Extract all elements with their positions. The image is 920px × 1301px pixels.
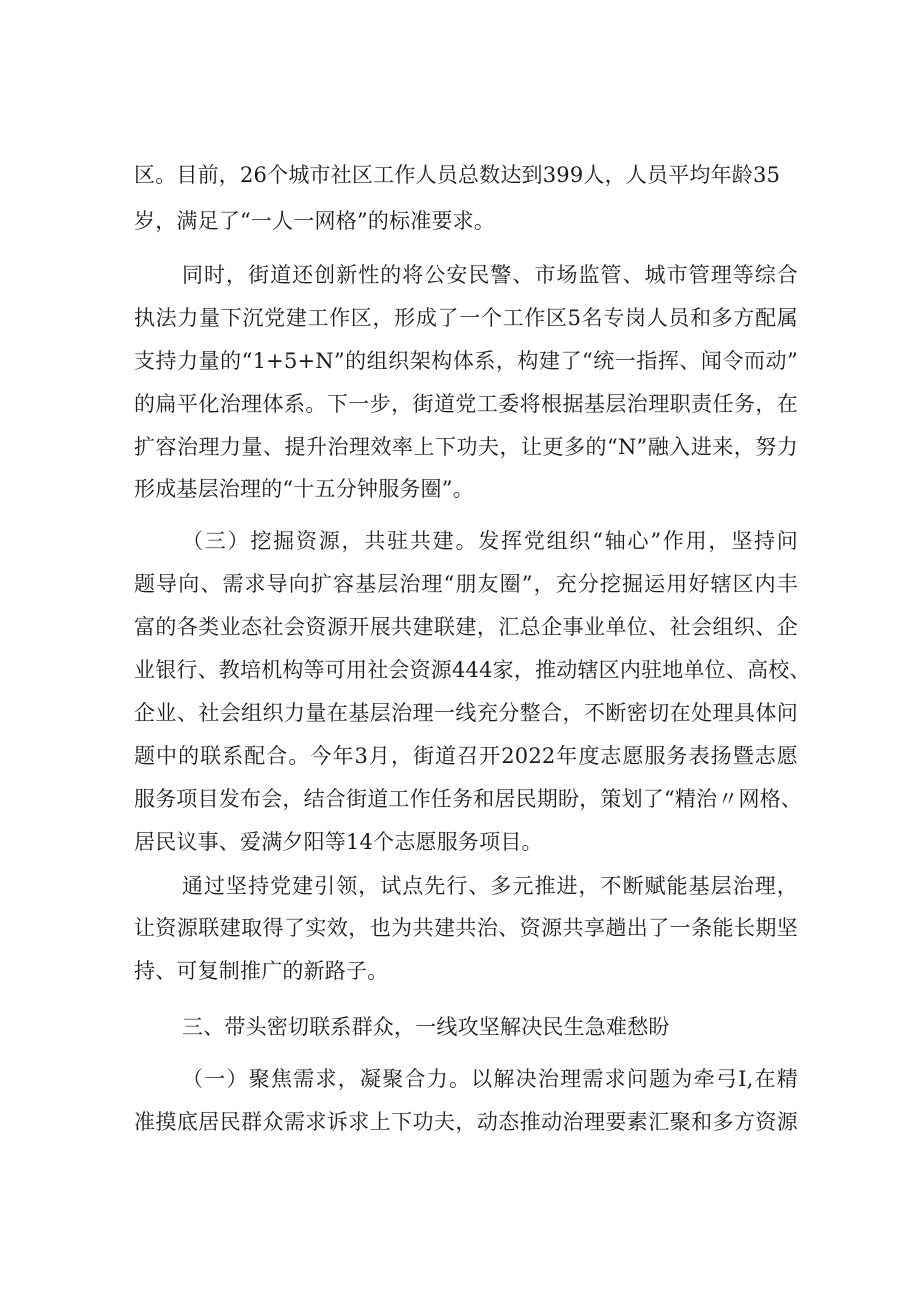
text-line: 题中的联系配合。今年3月，街道召开2022年度志愿服务表扬暨志愿	[134, 744, 798, 768]
paragraph-first-line: （三）挖掘资源，共驻共建。发挥党组织“轴心”作用，坚持问	[182, 529, 798, 553]
text-line: 企业、社会组织力量在基层治理一线充分整合，不断密切在处理具体问	[134, 701, 798, 725]
paragraph-first-line: （一）聚焦需求，凝聚合力。以解决治理需求问题为牵弓I,在精	[182, 1067, 798, 1091]
text-line: 服务项目发布会，结合街道工作任务和居民期盼，策划了“精治〃网格、	[134, 787, 803, 811]
section-heading: 三、带头密切联系群众，一线攻坚解决民生急难愁盼	[182, 1015, 670, 1039]
text-line: 持、可复制推广的新路子。	[134, 959, 389, 983]
paragraph-first-line: 通过坚持党建引领，试点先行、多元推进，不断赋能基层治理，	[182, 874, 798, 898]
text-line: 的扁平化治理体系。下一步，街道党工委将根据基层治理职责任务，在	[134, 392, 798, 416]
text-line: 支持力量的“1+5+N”的组织架构体系，构建了“统一指挥、闻令而动”	[134, 349, 798, 373]
text-line: 形成基层治理的“十五分钟服务圈”。	[134, 477, 474, 501]
paragraph-first-line: 同时，街道还创新性的将公安民警、市场监管、城市管理等综合	[182, 263, 798, 287]
text-line: 区。目前，26个城市社区工作人员总数达到399人，人员平均年龄35	[134, 163, 781, 187]
text-line: 富的各类业态社会资源开展共建联建，汇总企事业单位、社会组织、企	[134, 615, 798, 639]
text-line: 扩容治理力量、提升治理效率上下功夫，让更多的“N”融入进来，努力	[134, 435, 798, 459]
text-line: 准摸底居民群众需求诉求上下功夫，动态推动治理要素汇聚和多方资源	[134, 1110, 798, 1134]
text-line: 题导向、需求导向扩容基层治理“朋友圈”，充分挖掘运用好辖区内丰	[134, 572, 798, 596]
text-line: 岁，满足了“一人一网格”的标准要求。	[134, 209, 496, 233]
text-line: 执法力量下沉党建工作区，形成了一个工作区5名专岗人员和多方配属	[134, 306, 798, 330]
text-line: 让资源联建取得了实效，也为共建共治、资源共享趟出了一条能长期坚	[134, 916, 798, 940]
text-line: 业银行、教培机构等可用社会资源444家，推动辖区内驻地单位、高校、	[134, 658, 811, 682]
text-line: 居民议事、爱满夕阳等14个志愿服务项目。	[134, 830, 543, 854]
